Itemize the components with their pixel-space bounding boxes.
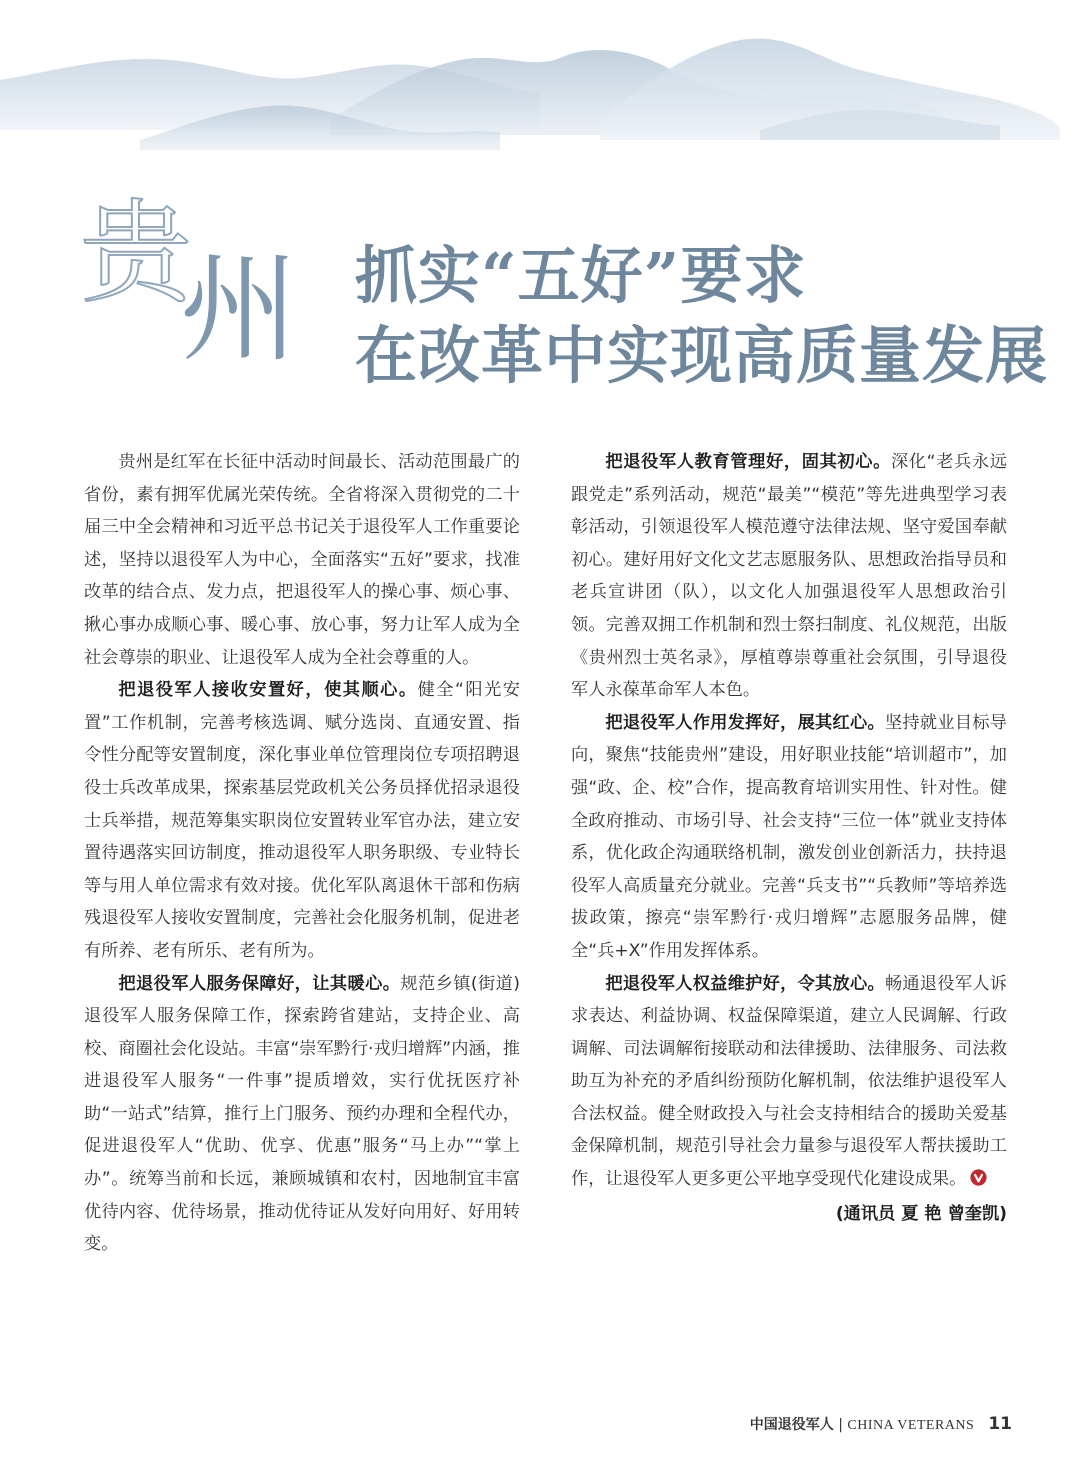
- footer-separator: |: [833, 1417, 848, 1433]
- page-footer: [750, 1414, 1012, 1434]
- paragraph-text: 健全“阳光安置”工作机制，完善考核选调、赋分选岗、直通安置、指令性分配等安置制度，深化事业单位管理岗位专项招聘退役士兵改革成果，探索基层党政机关公务员择优招录退役士兵举措，规范筹集实职岗位安置转业军官办法，建立安置待遇落实回访制度，推动退役军人职务职级、专业特长等与用人单位需求有效对接。优化军队离退休干部和伤病残退役军人接收安置制度，完善社会化服务机制，促进老有所养、老有所乐、老有所为。: [84, 680, 520, 961]
- paragraph: [571, 446, 1007, 707]
- paragraph: [84, 446, 520, 674]
- end-mark-icon: [970, 1169, 987, 1186]
- article-column-left: [84, 446, 520, 1261]
- article-column-right: [571, 446, 1007, 1230]
- paragraph: [84, 968, 520, 1261]
- paragraph: [84, 674, 520, 967]
- magazine-name-en: CHINA VETERANS: [847, 1418, 975, 1433]
- paragraph-text: 贵州是红军在长征中活动时间最长、活动范围最广的省份，素有拥军优属光荣传统。全省将深入贯彻党的二十届三中全会精神和习近平总书记关于退役军人工作重要论述，坚持以退役军人为中心，全面落实“五好”要求，找准改革的结合点、发力点，把退役军人的操心事、烦心事、揪心事办成顺心事、暖心事、放心事，努力让军人成为全社会尊崇的职业、让退役军人成为全社会尊重的人。: [84, 452, 520, 668]
- byline: (通讯员 夏 艳 曾奎凯): [835, 1203, 1007, 1224]
- page-number: 11: [988, 1414, 1012, 1434]
- paragraph-text: 深化“老兵永远跟党走”系列活动，规范“最美”“模范”等先进典型学习表彰活动，引领退役军人模范遵守法律法规、坚守爱国奉献初心。建好用好文化文艺志愿服务队、思想政治指导员和老兵宣讲团（队），以文化人加强退役军人思想政治引领。完善双拥工作机制和烈士祭扫制度、礼仪规范，出版《贵州烈士英名录》，厚植尊崇尊重社会氛围，引导退役军人永葆革命军人本色。: [571, 452, 1007, 701]
- mountain-banner: [0, 0, 1080, 170]
- region-character-gui: 贵: [80, 189, 192, 319]
- article-title-line-1: 抓实“五好”要求: [355, 239, 807, 312]
- paragraph-text: 畅通退役军人诉求表达、利益协调、权益保障渠道，建立人民调解、行政调解、司法调解衔接联动和法律援助、法律服务、司法救助互为补充的矛盾纠纷预防化解机制，依法维护退役军人合法权益。健全财政投入与社会支持相结合的援助关爱基金保障机制，规范引导社会力量参与退役军人帮扶援助工作，让退役军人更多更公平地享受现代化建设成果。: [571, 973, 1007, 1190]
- paragraph-lead: 把退役军人作用发挥好，展其红心。: [605, 712, 885, 733]
- region-character-zhou: 州: [180, 240, 299, 378]
- paragraph-lead: 把退役军人教育管理好，固其初心。: [605, 452, 891, 472]
- paragraph-text: 规范乡镇(街道)退役军人服务保障工作，探索跨省建站，支持企业、高校、商圈社会化设站。丰富“崇军黔行·戎归增辉”内涵，推进退役军人服务“一件事”提质增效，实行优抚医疗补助“一站式”结算，推行上门服务、预约办理和全程代办，促进退役军人“优助、优享、优惠”服务“马上办”“掌上办”。统筹当前和长远，兼顾城镇和农村，因地制宜丰富优待内容、优待场景，推动优待证从发好向用好、好用转变。: [84, 973, 520, 1255]
- paragraph-lead: 把退役军人权益维护好，令其放心。: [605, 973, 885, 994]
- paragraph-lead: 把退役军人接收安置好，使其顺心。: [118, 680, 418, 701]
- paragraph-lead: 把退役军人服务保障好，让其暖心。: [118, 973, 401, 994]
- paragraph: [571, 707, 1007, 968]
- paragraph-text: 坚持就业目标导向，聚焦“技能贵州”建设，用好职业技能“培训超市”，加强“政、企、校”合作，提高教育培训实用性、针对性。健全政府推动、市场引导、社会支持“三位一体”就业支持体系，优化政企沟通联络机制，激发创业创新活力，扶持退役军人高质量充分就业。完善“兵支书”“兵教师”等培养选拔政策，擦亮“崇军黔行·戎归增辉”志愿服务品牌，健全“兵+X”作用发挥体系。: [571, 712, 1007, 961]
- article-title-line-2: 在改革中实现高质量发展: [355, 319, 1049, 392]
- paragraph: [571, 968, 1007, 1196]
- magazine-name-cn: 中国退役军人: [749, 1417, 834, 1433]
